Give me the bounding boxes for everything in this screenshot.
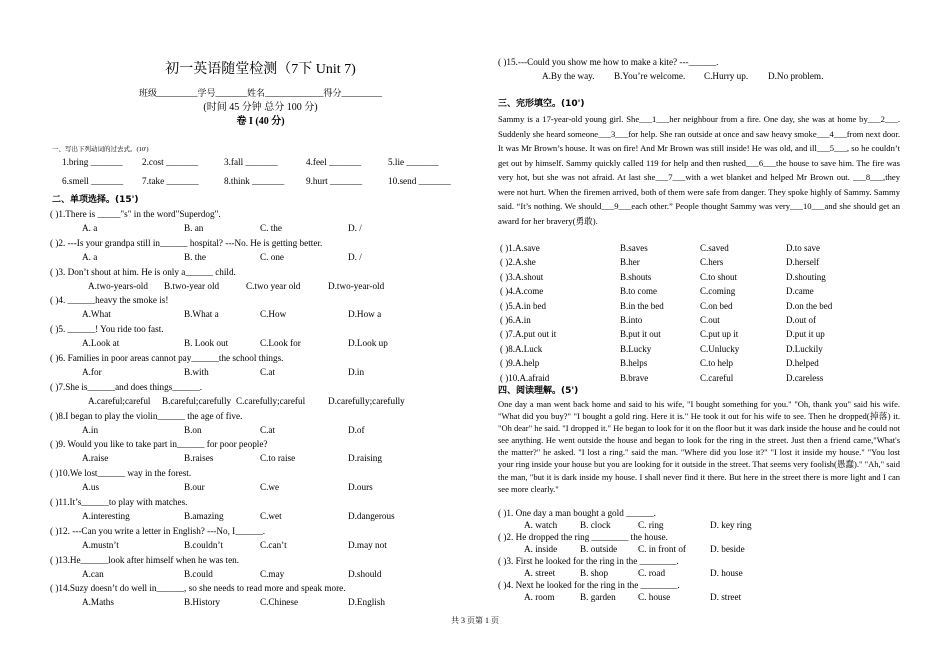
cloze-option: D.herself [786, 257, 820, 268]
reading-question-stem: ( )4. Next he looked for the ring in the ________. [498, 580, 680, 590]
reading-answer-option: B. shop [580, 568, 609, 578]
cloze-option: C.hers [700, 257, 724, 268]
answer-option: D.dangerous [348, 511, 395, 521]
verb-blank-item: 9.hurt _______ [306, 176, 363, 186]
cloze-option: B.into [620, 315, 643, 325]
volume-label: 卷 I (40 分) [236, 116, 285, 127]
answer-option: D.two-year-old [328, 280, 385, 291]
reading-answer-option: C. in front of [638, 544, 686, 554]
cloze-option: D.came [786, 286, 814, 297]
question-stem: ( )15.---Could you show me how to make a kite? ---______. [498, 57, 719, 67]
answer-option: C.Chinese [260, 597, 299, 608]
cloze-question: ( )7.A.put out it [500, 329, 557, 340]
cloze-option: B.her [620, 257, 640, 268]
cloze-option: C.put up it [700, 329, 739, 340]
answer-option: B.What a [184, 309, 219, 320]
cloze-option: C.on bed [700, 300, 733, 311]
verb-blank-item: 8.think _______ [224, 176, 285, 186]
question-stem: ( )7.She is______and does things______. [50, 381, 203, 392]
answer-option: C.Look for [260, 338, 301, 349]
answer-option: A.careful;careful [88, 395, 151, 406]
reading-answer-option: B. garden [580, 592, 616, 602]
answer-option: A.By the way. [542, 71, 595, 81]
answer-option: B. Look out [184, 338, 229, 349]
question-stem: ( )11.It’s______to play with matches. [50, 497, 188, 507]
answer-option: C.wet [260, 511, 282, 521]
cloze-question: ( )9.A.help [500, 358, 540, 369]
cloze-option: D.on the bed [786, 300, 833, 311]
student-info-line: 班级_________学号_______姓名_____________得分_________ [138, 88, 382, 98]
answer-option: A.Look at [82, 338, 120, 349]
cloze-question: ( )8.A.Luck [500, 343, 543, 354]
answer-option: B.amazing [184, 511, 224, 521]
answer-option: A.Maths [82, 597, 114, 608]
answer-option: D.should [348, 568, 382, 579]
cloze-question: ( )5.A.in bed [500, 300, 546, 311]
verb-blank-item: 7.take _______ [142, 176, 199, 186]
section2-heading: 二、单项选择。(15') [52, 195, 139, 205]
answer-option: B.You’re welcome. [614, 71, 686, 81]
answer-option: D.Look up [348, 338, 388, 349]
page-title: 初一英语随堂检测（7下 Unit 7) [165, 62, 356, 77]
answer-option: A.mustn’t [82, 539, 119, 550]
time-score-line: (时间 45 分钟 总分 100 分) [203, 102, 318, 113]
cloze-option: D.put it up [786, 329, 825, 340]
cloze-option: B.saves [620, 243, 648, 253]
cloze-option: C.saved [700, 243, 729, 253]
cloze-option: D.careless [786, 372, 824, 383]
section4-heading: 四、阅读理解。(5') [498, 386, 579, 396]
question-stem: ( )1.There is _____"s" in the word"Superdog". [50, 209, 221, 219]
question-stem: ( )13.He______look after himself when he was ten. [50, 554, 240, 565]
answer-option: C.two year old [246, 280, 301, 291]
cloze-option: B.put it out [620, 329, 661, 340]
answer-option: B.two-year old [164, 280, 220, 291]
answer-option: D.English [348, 597, 386, 608]
reading-answer-option: C. ring [638, 520, 664, 530]
answer-option: C.carefully;careful [236, 395, 306, 406]
answer-option: D.carefully;carefully [328, 395, 405, 406]
answer-option: B.on [184, 424, 202, 435]
reading-passage: One day a man went back home and said to his wife, "I bought something for you." "Oh, thank you" said his wife. "What did you buy?" "I bought a gold ring. Here it is." He took it out for his wife to see. Then he dropped(掉落) it. "Oh dear" he said. "I dropped it." He began to look for it on the floor but it was dark inside the house and he could not see anything. He went outside the house and began to look for the ring in the street. Just then a friend came,"What's the matter?" he asked. "I lost a ring." said the man. "Where did you lose it?" "I lost it inside my house." "You lost your ring inside your house but you are looking for it outside in the street. That seems very foolish(愚蠢)." "Ah," said the man, "but it is dark inside my house. I shall never find it there. But here in the street there is more light and I can see more clearly." [498, 399, 900, 494]
answer-option: D.ours [348, 482, 373, 493]
answer-option: C.can’t [260, 539, 287, 550]
reading-answer-option: B. outside [580, 544, 618, 554]
cloze-option: D.out of [786, 315, 816, 325]
reading-answer-option: B. clock [580, 520, 611, 530]
question-stem: ( )12. ---Can you write a letter in English? ---No, I______. [50, 525, 266, 536]
answer-option: C.to raise [260, 453, 296, 464]
reading-question-stem: ( )1. One day a man bought a gold ______. [498, 508, 656, 518]
answer-option: B.with [184, 367, 209, 377]
answer-option: B.History [184, 597, 220, 608]
answer-option: C.may [260, 568, 285, 579]
answer-option: A. a [82, 223, 98, 233]
cloze-option: C.careful [700, 372, 734, 383]
reading-answer-option: C. house [638, 592, 671, 602]
answer-option: D. / [348, 251, 362, 262]
cloze-option: C.Unlucky [700, 343, 740, 354]
answer-option: A.can [82, 568, 104, 579]
reading-question-stem: ( )3. First he looked for the ring in the ________. [498, 556, 679, 566]
cloze-option: D.helped [786, 358, 819, 369]
cloze-option: B.brave [620, 372, 649, 383]
cloze-option: D.shouting [786, 271, 826, 282]
cloze-question: ( )2.A.she [500, 257, 536, 268]
question-stem: ( )4. ______heavy the smoke is! [50, 295, 169, 306]
cloze-option: D.to save [786, 243, 820, 253]
verb-blank-item: 6.smell _______ [62, 176, 124, 186]
cloze-option: C.out [700, 315, 720, 325]
verb-blank-item: 1.bring _______ [62, 157, 123, 167]
question-stem: ( )14.Suzy doesn’t do well in______, so she needs to read more and speak more. [50, 583, 346, 594]
verb-blank-item: 10.send _______ [388, 176, 451, 186]
section3-heading: 三、完形填空。(10') [498, 99, 585, 109]
answer-option: A.interesting [82, 511, 130, 521]
answer-option: D.How a [348, 309, 382, 320]
question-stem: ( )10.We lost______ way in the forest. [50, 468, 192, 479]
cloze-question: ( )6.A.in [500, 315, 531, 325]
question-stem: ( )6. Families in poor areas cannot pay______the school things. [50, 353, 284, 363]
answer-option: A.for [82, 367, 102, 377]
answer-option: A. a [82, 251, 98, 262]
answer-option: B.could [184, 568, 213, 579]
page-footer: 共 3 页第 1 页 [451, 616, 499, 625]
answer-option: A.us [82, 482, 100, 493]
answer-option: A.in [82, 424, 99, 435]
question-stem: ( )2. ---Is your grandpa still in______ hospital? ---No. He is getting better. [50, 237, 323, 248]
answer-option: A.raise [82, 453, 109, 464]
answer-option: A.What [82, 309, 111, 320]
answer-option: C. the [260, 223, 282, 233]
reading-answer-option: A. street [524, 568, 556, 578]
cloze-option: B.to come [620, 286, 657, 297]
answer-option: B. an [184, 223, 204, 233]
verb-blank-item: 2.cost _______ [142, 157, 199, 167]
cloze-question: ( )10.A.afraid [500, 372, 550, 383]
reading-answer-option: D. beside [710, 544, 745, 554]
verb-blank-item: 5.lie _______ [388, 157, 439, 167]
answer-option: A.two-years-old [88, 280, 148, 291]
answer-option: C.at [260, 424, 276, 435]
answer-option: D.in [348, 367, 365, 377]
question-stem: ( )9. Would you like to take part in______ for poor people? [50, 439, 268, 450]
reading-answer-option: D. house [710, 568, 743, 578]
cloze-option: D.Luckily [786, 343, 823, 354]
cloze-question: ( )4.A.come [500, 286, 544, 297]
reading-question-stem: ( )2. He dropped the ring ________ the house. [498, 532, 668, 542]
cloze-option: B.Lucky [620, 343, 652, 354]
question-stem: ( )8.I began to play the violin______ the age of five. [50, 410, 243, 421]
cloze-option: B.shouts [620, 271, 652, 282]
cloze-question: ( )1.A.save [500, 243, 540, 253]
cloze-option: C.to shout [700, 271, 738, 282]
cloze-option: C.coming [700, 286, 736, 297]
answer-option: D. / [348, 223, 362, 233]
reading-answer-option: A. watch [524, 520, 558, 530]
answer-option: C.at [260, 367, 276, 377]
answer-option: B.our [184, 482, 205, 493]
answer-option: D.raising [348, 453, 382, 464]
cloze-passage: Sammy is a 17-year-old young girl. She___1___her neighbour from a fire. One day, she was at home by___2___. Suddenly she heard someone___3___for help. She ran outside at once and saw heavy smoke___4___from next door. It was Mr Brown’s house. It was on fire! And Mr Brown was still inside! He was old, and ill___5___, so he couldn’t get out by himself. Sammy quickly called 119 for help and then rushed___6___the house to save him. The fire was very hot, but she was not afraid. At last she___7___with a wet blanket and helped Mr Brown out. ___8___,they were not hurt. When the firemen arrived, both of them were safe from danger. They spoke highly of Sammy. Sammy said. “It’s nothing. We should___9___each other.” People thought Sammy was very___10___and she should get an award for her bravery(勇敢). [498, 114, 900, 226]
answer-option: B.careful;carefully [162, 395, 232, 406]
cloze-option: C.to help [700, 358, 733, 369]
answer-option: C. one [260, 251, 284, 262]
answer-option: C.we [260, 482, 280, 493]
reading-answer-option: D. street [710, 592, 742, 602]
answer-option: D.may not [348, 539, 387, 550]
verb-blank-item: 3.fall _______ [224, 157, 278, 167]
reading-answer-option: C. road [638, 568, 666, 578]
answer-option: C.Hurry up. [704, 71, 749, 81]
reading-answer-option: A. inside [524, 544, 558, 554]
answer-option: D.of [348, 424, 365, 435]
reading-answer-option: A. room [524, 592, 555, 602]
cloze-option: B.helps [620, 358, 648, 369]
answer-option: B.couldn’t [184, 539, 223, 550]
reading-answer-option: D. key ring [710, 520, 752, 530]
answer-option: C.How [260, 309, 287, 320]
answer-option: B. the [184, 251, 206, 262]
question-stem: ( )5. ______! You ride too fast. [50, 324, 164, 335]
verb-blank-item: 4.feel _______ [306, 157, 362, 167]
answer-option: D.No problem. [768, 71, 824, 81]
section1-heading: 一、写出下列动词的过去式。(10') [52, 146, 149, 153]
cloze-option: B.in the bed [620, 300, 664, 311]
question-stem: ( )3. Don’t shout at him. He is only a______ child. [50, 266, 236, 277]
answer-option: B.raises [184, 453, 214, 464]
cloze-question: ( )3.A.shout [500, 271, 544, 282]
